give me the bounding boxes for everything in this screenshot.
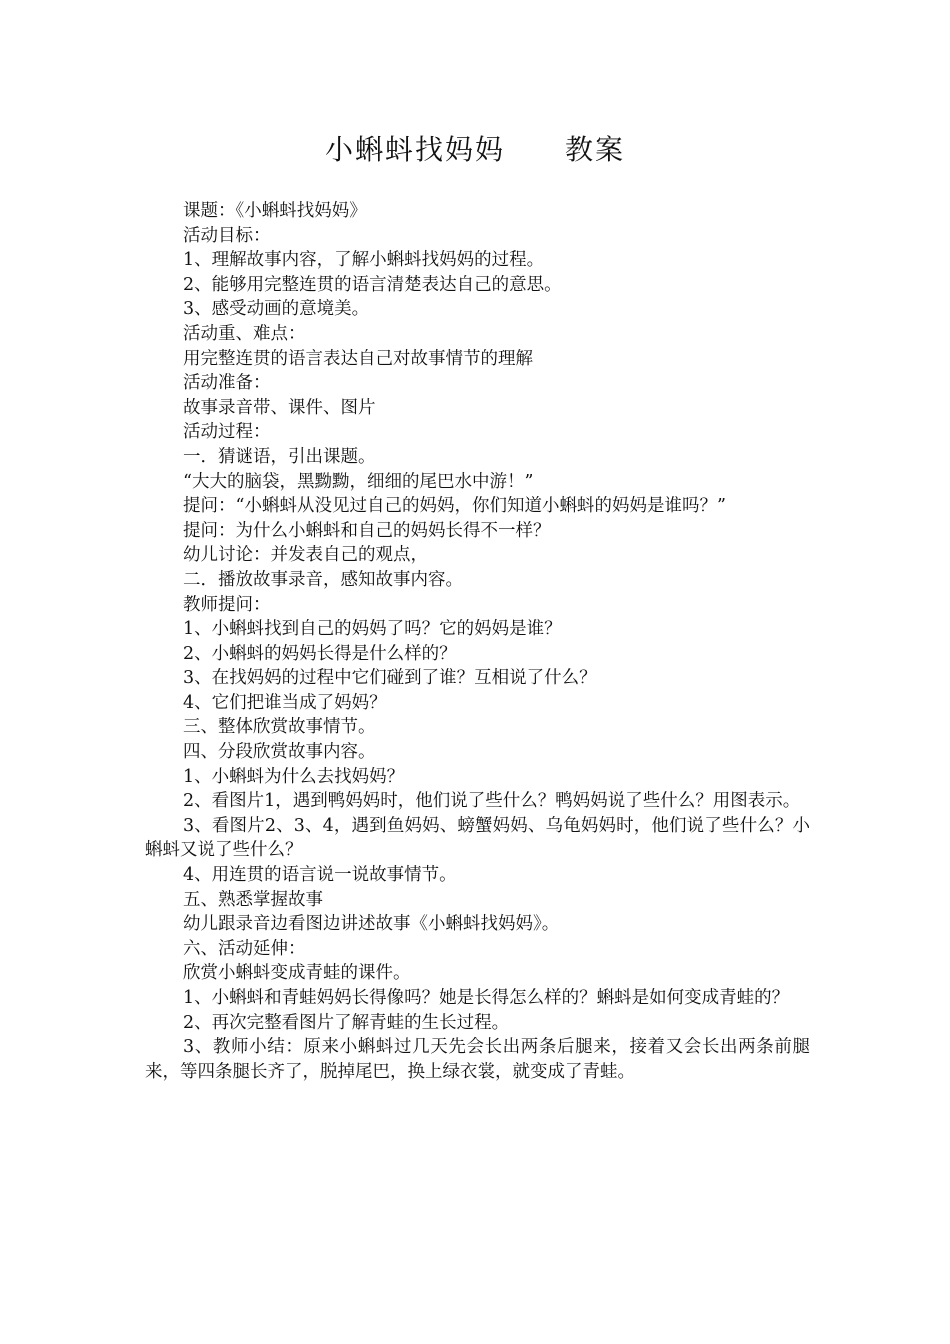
document-title: 小蝌蚪找妈妈 教案	[324, 133, 625, 166]
preparation-text: 故事录音带、课件、图片	[183, 397, 376, 418]
segment-item: 3、看图片2、3、4，遇到鱼妈妈、螃蟹妈妈、乌龟妈妈时，他们说了些什么？小蝌蚪又说了些什么？	[145, 815, 810, 861]
extension-item: 1、小蝌蚪和青蛙妈妈长得像吗？她是长得怎么样的？蝌蚪是如何变成青蛙的？	[183, 988, 790, 1008]
section-heading-preparation: 活动准备：	[183, 373, 271, 394]
teacher-questions-heading: 教师提问：	[183, 594, 271, 615]
section-heading-goals: 活动目标：	[183, 225, 271, 246]
key-point-text: 用完整连贯的语言表达自己对故事情节的理解	[183, 348, 533, 369]
process-step-heading: 二．播放故事录音，感知故事内容。	[183, 569, 463, 590]
extension-item: 2、再次完整看图片了解青蛙的生长过程。	[183, 1012, 510, 1033]
process-step-heading: 四、分段欣赏故事内容。	[183, 742, 376, 763]
question-item: 3、在找妈妈的过程中它们碰到了谁？互相说了什么？	[183, 668, 597, 689]
discussion-text: 幼儿讨论：并发表自己的观点，	[183, 545, 428, 566]
question-text: 提问：为什么小蝌蚪和自己的妈妈长得不一样？	[183, 520, 551, 541]
riddle-text: “大大的脑袋，黑黝黝，细细的尾巴水中游！”	[183, 471, 534, 492]
extension-text: 欣赏小蝌蚪变成青蛙的课件。	[183, 963, 411, 984]
goal-item: 3、感受动画的意境美。	[183, 299, 370, 320]
retelling-text: 幼儿跟录音边看图边讲述故事《小蝌蚪找妈妈》。	[183, 914, 560, 935]
question-text: 提问：“小蝌蚪从没见过自己的妈妈，你们知道小蝌蚪的妈妈是谁吗？”	[183, 496, 726, 517]
section-heading-process: 活动过程：	[183, 422, 271, 443]
segment-item: 4、用连贯的语言说一说故事情节。	[183, 865, 457, 886]
process-step-heading: 六、活动延伸：	[183, 938, 306, 959]
goal-item: 1、理解故事内容，了解小蝌蚪找妈妈的过程。	[183, 250, 545, 271]
goal-item: 2、能够用完整连贯的语言清楚表达自己的意思。	[183, 274, 562, 295]
segment-item: 1、小蝌蚪为什么去找妈妈？	[183, 766, 405, 787]
document-body	[145, 199, 810, 1084]
question-item: 2、小蝌蚪的妈妈长得是什么样的？	[183, 643, 457, 664]
question-item: 4、它们把谁当成了妈妈？	[183, 692, 387, 713]
process-step-heading: 五、熟悉掌握故事	[183, 889, 323, 910]
segment-item: 2、看图片1，遇到鸭妈妈时，他们说了些什么？鸭妈妈说了些什么？用图表示。	[183, 791, 801, 812]
process-step-heading: 一．猜谜语，引出课题。	[183, 446, 376, 467]
extension-item: 3、教师小结：原来小蝌蚪过几天先会长出两条后腿来，接着又会长出两条前腿来，等四条腿长齐了，脱掉尾巴，换上绿衣裳，就变成了青蛙。	[145, 1037, 810, 1082]
question-item: 1、小蝌蚪找到自己的妈妈了吗？它的妈妈是谁？	[183, 619, 562, 640]
process-step-heading: 三、整体欣赏故事情节。	[183, 717, 376, 738]
section-heading-key-points: 活动重、难点：	[183, 323, 306, 344]
lesson-topic: 课题：《小蝌蚪找妈妈》	[183, 201, 367, 221]
